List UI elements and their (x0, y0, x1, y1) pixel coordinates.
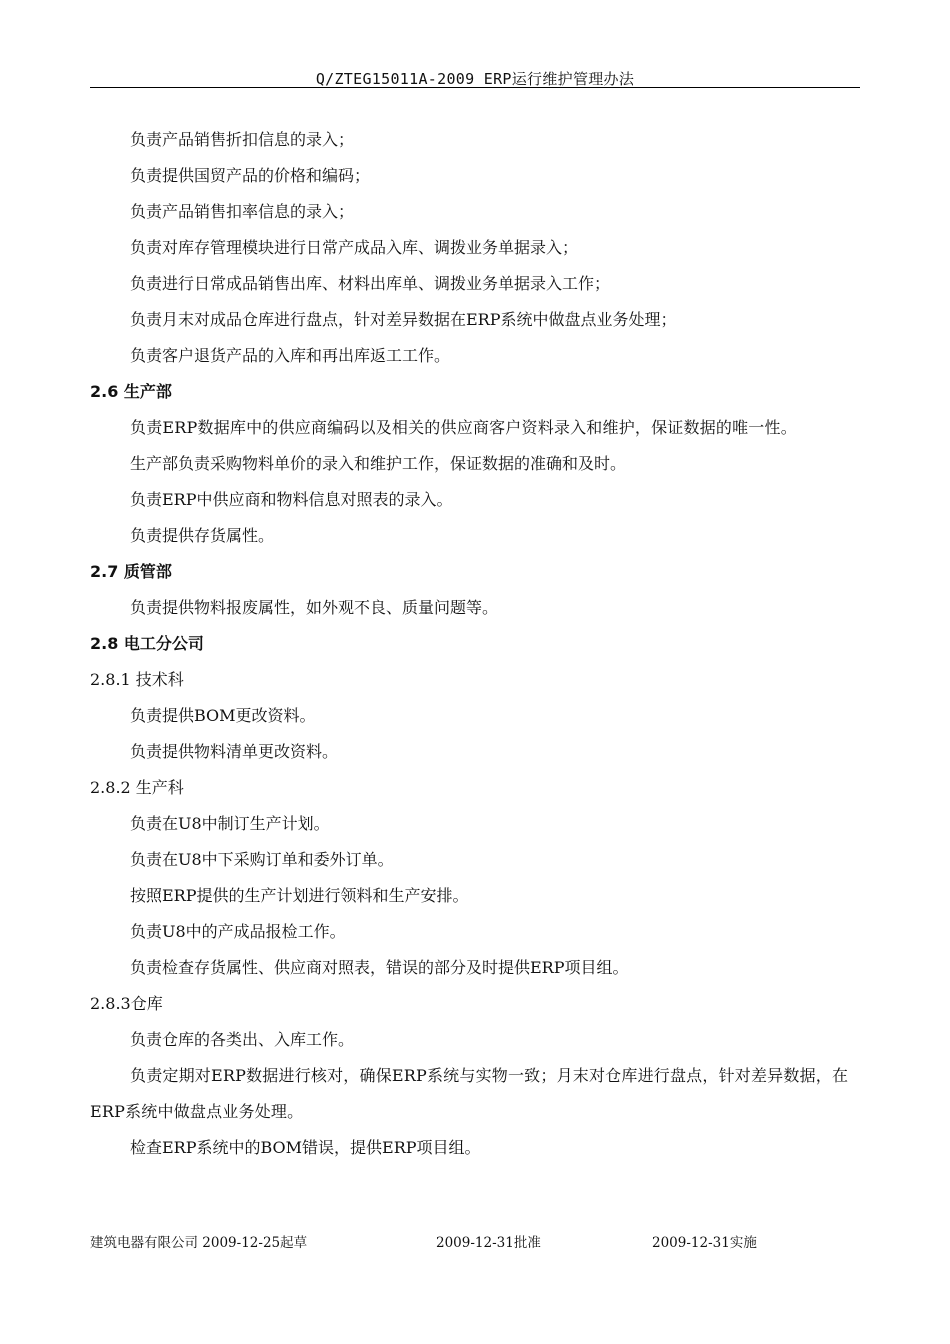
paragraph: 负责检查存货属性、供应商对照表，错误的部分及时提供ERP项目组。 (130, 958, 629, 977)
paragraph: 负责提供BOM更改资料。 (130, 706, 316, 725)
footer-draft-date: 建筑电器有限公司 2009-12-25起草 (90, 1235, 308, 1251)
section-heading-2-7: 2.7 质管部 (90, 562, 172, 581)
paragraph: 负责提供物料报废属性，如外观不良、质量问题等。 (130, 598, 499, 617)
paragraph: 负责定期对ERP数据进行核对，确保ERP系统与实物一致；月末对仓库进行盘点，针对差异数据，在ERP系统中做盘点业务处理。 (90, 1066, 849, 1121)
paragraph: 负责提供存货属性。 (130, 526, 275, 545)
paragraph: 负责ERP数据库中的供应商编码以及相关的供应商客户资料录入和维护，保证数据的唯一性。 (130, 418, 797, 437)
page-header-title: Q/ZTEG15011A-2009 ERP运行维护管理办法 (315, 70, 635, 88)
footer-approved-date: 2009-12-31批准 (436, 1235, 541, 1251)
header-divider (90, 87, 860, 88)
document-body (90, 122, 860, 1166)
paragraph: 负责进行日常成品销售出库、材料出库单、调拨业务单据录入工作； (130, 274, 611, 293)
paragraph: 负责产品销售折扣信息的录入； (130, 130, 355, 149)
paragraph: 负责提供物料清单更改资料。 (130, 742, 339, 761)
paragraph: 检查ERP系统中的BOM错误，提供ERP项目组。 (130, 1138, 481, 1157)
paragraph: 负责在U8中制订生产计划。 (130, 814, 330, 833)
paragraph: 负责产品销售扣率信息的录入； (130, 202, 355, 221)
subsection-heading-2-8-1: 2.8.1 技术科 (90, 670, 184, 689)
footer-effective-date: 2009-12-31实施 (652, 1235, 757, 1251)
paragraph: 负责对库存管理模块进行日常产成品入库、调拨业务单据录入； (130, 238, 579, 257)
paragraph: 负责提供国贸产品的价格和编码； (130, 166, 371, 185)
paragraph: 负责在U8中下采购订单和委外订单。 (130, 850, 394, 869)
paragraph: 负责U8中的产成品报检工作。 (130, 922, 346, 941)
paragraph: 负责仓库的各类出、入库工作。 (130, 1030, 355, 1049)
paragraph: 生产部负责采购物料单价的录入和维护工作，保证数据的准确和及时。 (130, 454, 627, 473)
section-heading-2-6: 2.6 生产部 (90, 382, 172, 401)
paragraph: 负责客户退货产品的入库和再出库返工工作。 (130, 346, 451, 365)
section-heading-2-8: 2.8 电工分公司 (90, 634, 204, 653)
subsection-heading-2-8-2: 2.8.2 生产科 (90, 778, 184, 797)
paragraph: 负责ERP中供应商和物料信息对照表的录入。 (130, 490, 453, 509)
page-footer (90, 1231, 860, 1251)
paragraph: 按照ERP提供的生产计划进行领料和生产安排。 (130, 886, 469, 905)
subsection-heading-2-8-3: 2.8.3仓库 (90, 994, 163, 1013)
paragraph: 负责月末对成品仓库进行盘点，针对差异数据在ERP系统中做盘点业务处理； (130, 310, 677, 329)
